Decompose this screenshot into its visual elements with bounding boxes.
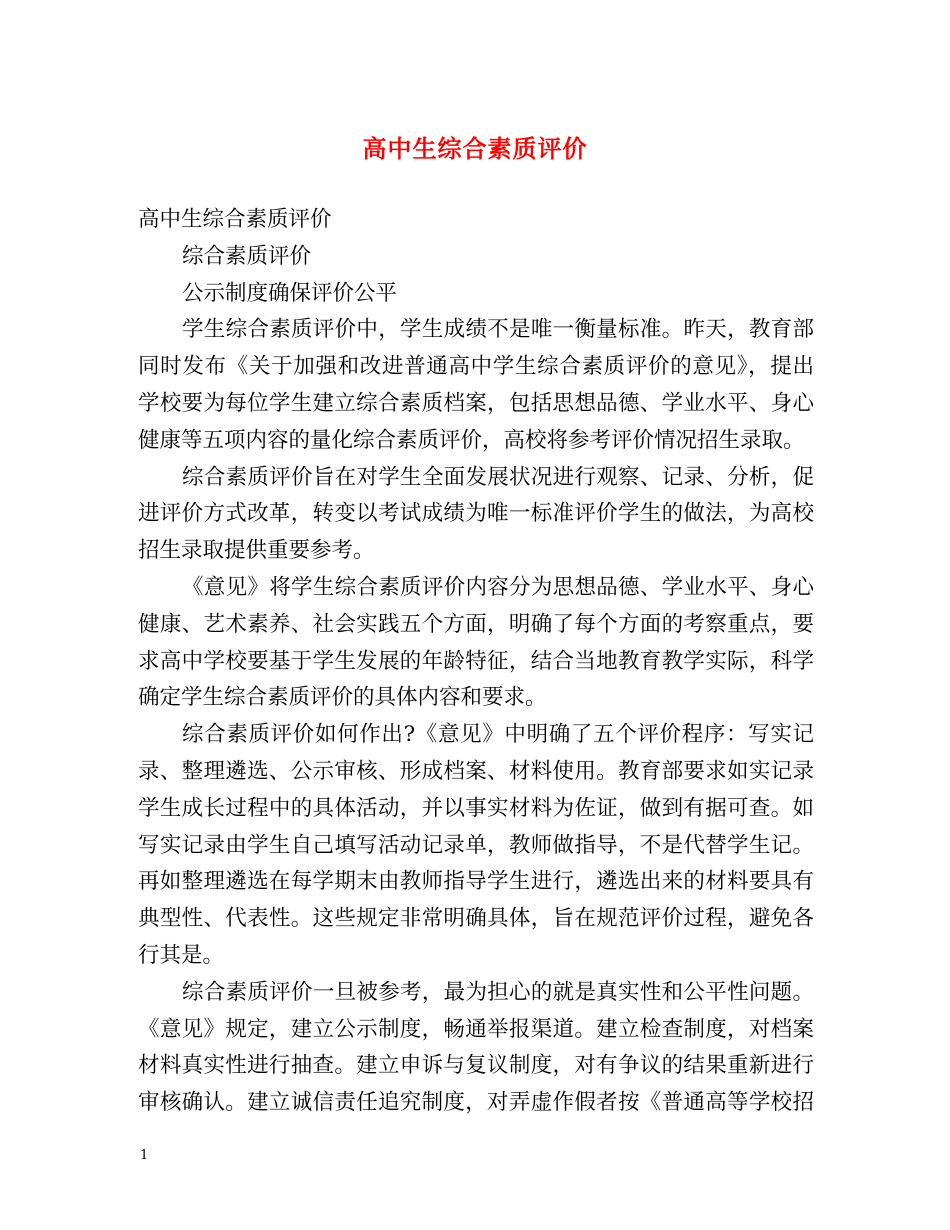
- text-line: 行其是。: [138, 942, 225, 968]
- text-line: 求高中学校要基于学生发展的年龄特征，结合当地教育教学实际，科学: [138, 648, 814, 674]
- text-line: 再如整理遴选在每学期末由教师指导学生进行，遴选出来的材料要具有: [138, 869, 814, 895]
- text-line: 进评价方式改革，转变以考试成绩为唯一标准评价学生的做法，为高校: [138, 501, 814, 527]
- text-line: 招生录取提供重要参考。: [138, 538, 375, 564]
- document-body: [138, 202, 814, 1122]
- text-line: 综合素质评价如何作出?《意见》中明确了五个评价程序：写实记: [182, 722, 814, 748]
- text-line: 《意见》规定，建立公示制度，畅通举报渠道。建立检查制度，对档案: [138, 1016, 814, 1042]
- text-line: 综合素质评价旨在对学生全面发展状况进行观察、记录、分析，促: [182, 464, 814, 490]
- text-line: 《意见》将学生综合素质评价内容分为思想品德、学业水平、身心: [182, 574, 814, 600]
- text-line: 学校要为每位学生建立综合素质档案，包括思想品德、学业水平、身心: [138, 390, 814, 416]
- document-title: 高中生综合素质评价: [362, 134, 588, 163]
- text-line: 审核确认。建立诚信责任追究制度，对弄虚作假者按《普通高等学校招: [138, 1090, 814, 1116]
- text-line: 确定学生综合素质评价的具体内容和要求。: [138, 685, 547, 711]
- text-line: 综合素质评价: [182, 243, 312, 269]
- text-line: 健康、艺术素养、社会实践五个方面，明确了每个方面的考察重点，要: [138, 611, 814, 637]
- text-line: 写实记录由学生自己填写活动记录单，教师做指导，不是代替学生记。: [138, 832, 814, 858]
- text-line: 学生成长过程中的具体活动，并以事实材料为佐证，做到有据可查。如: [138, 795, 814, 821]
- text-line: 公示制度确保评价公平: [182, 280, 398, 306]
- page-number: 1: [140, 1148, 149, 1163]
- text-line: 典型性、代表性。这些规定非常明确具体，旨在规范评价过程，避免各: [138, 906, 814, 932]
- text-line: 同时发布《关于加强和改进普通高中学生综合素质评价的意见》，提出: [138, 354, 814, 380]
- text-line: 健康等五项内容的量化综合素质评价，高校将参考评价情况招生录取。: [138, 427, 805, 453]
- text-line: 录、整理遴选、公示审核、形成档案、材料使用。教育部要求如实记录: [138, 758, 814, 784]
- text-line: 高中生综合素质评价: [138, 207, 332, 232]
- text-line: 综合素质评价一旦被参考，最为担心的就是真实性和公平性问题。: [182, 979, 814, 1005]
- text-line: 学生综合素质评价中，学生成绩不是唯一衡量标准。昨天，教育部: [182, 317, 814, 343]
- text-line: 材料真实性进行抽查。建立申诉与复议制度，对有争议的结果重新进行: [138, 1053, 814, 1079]
